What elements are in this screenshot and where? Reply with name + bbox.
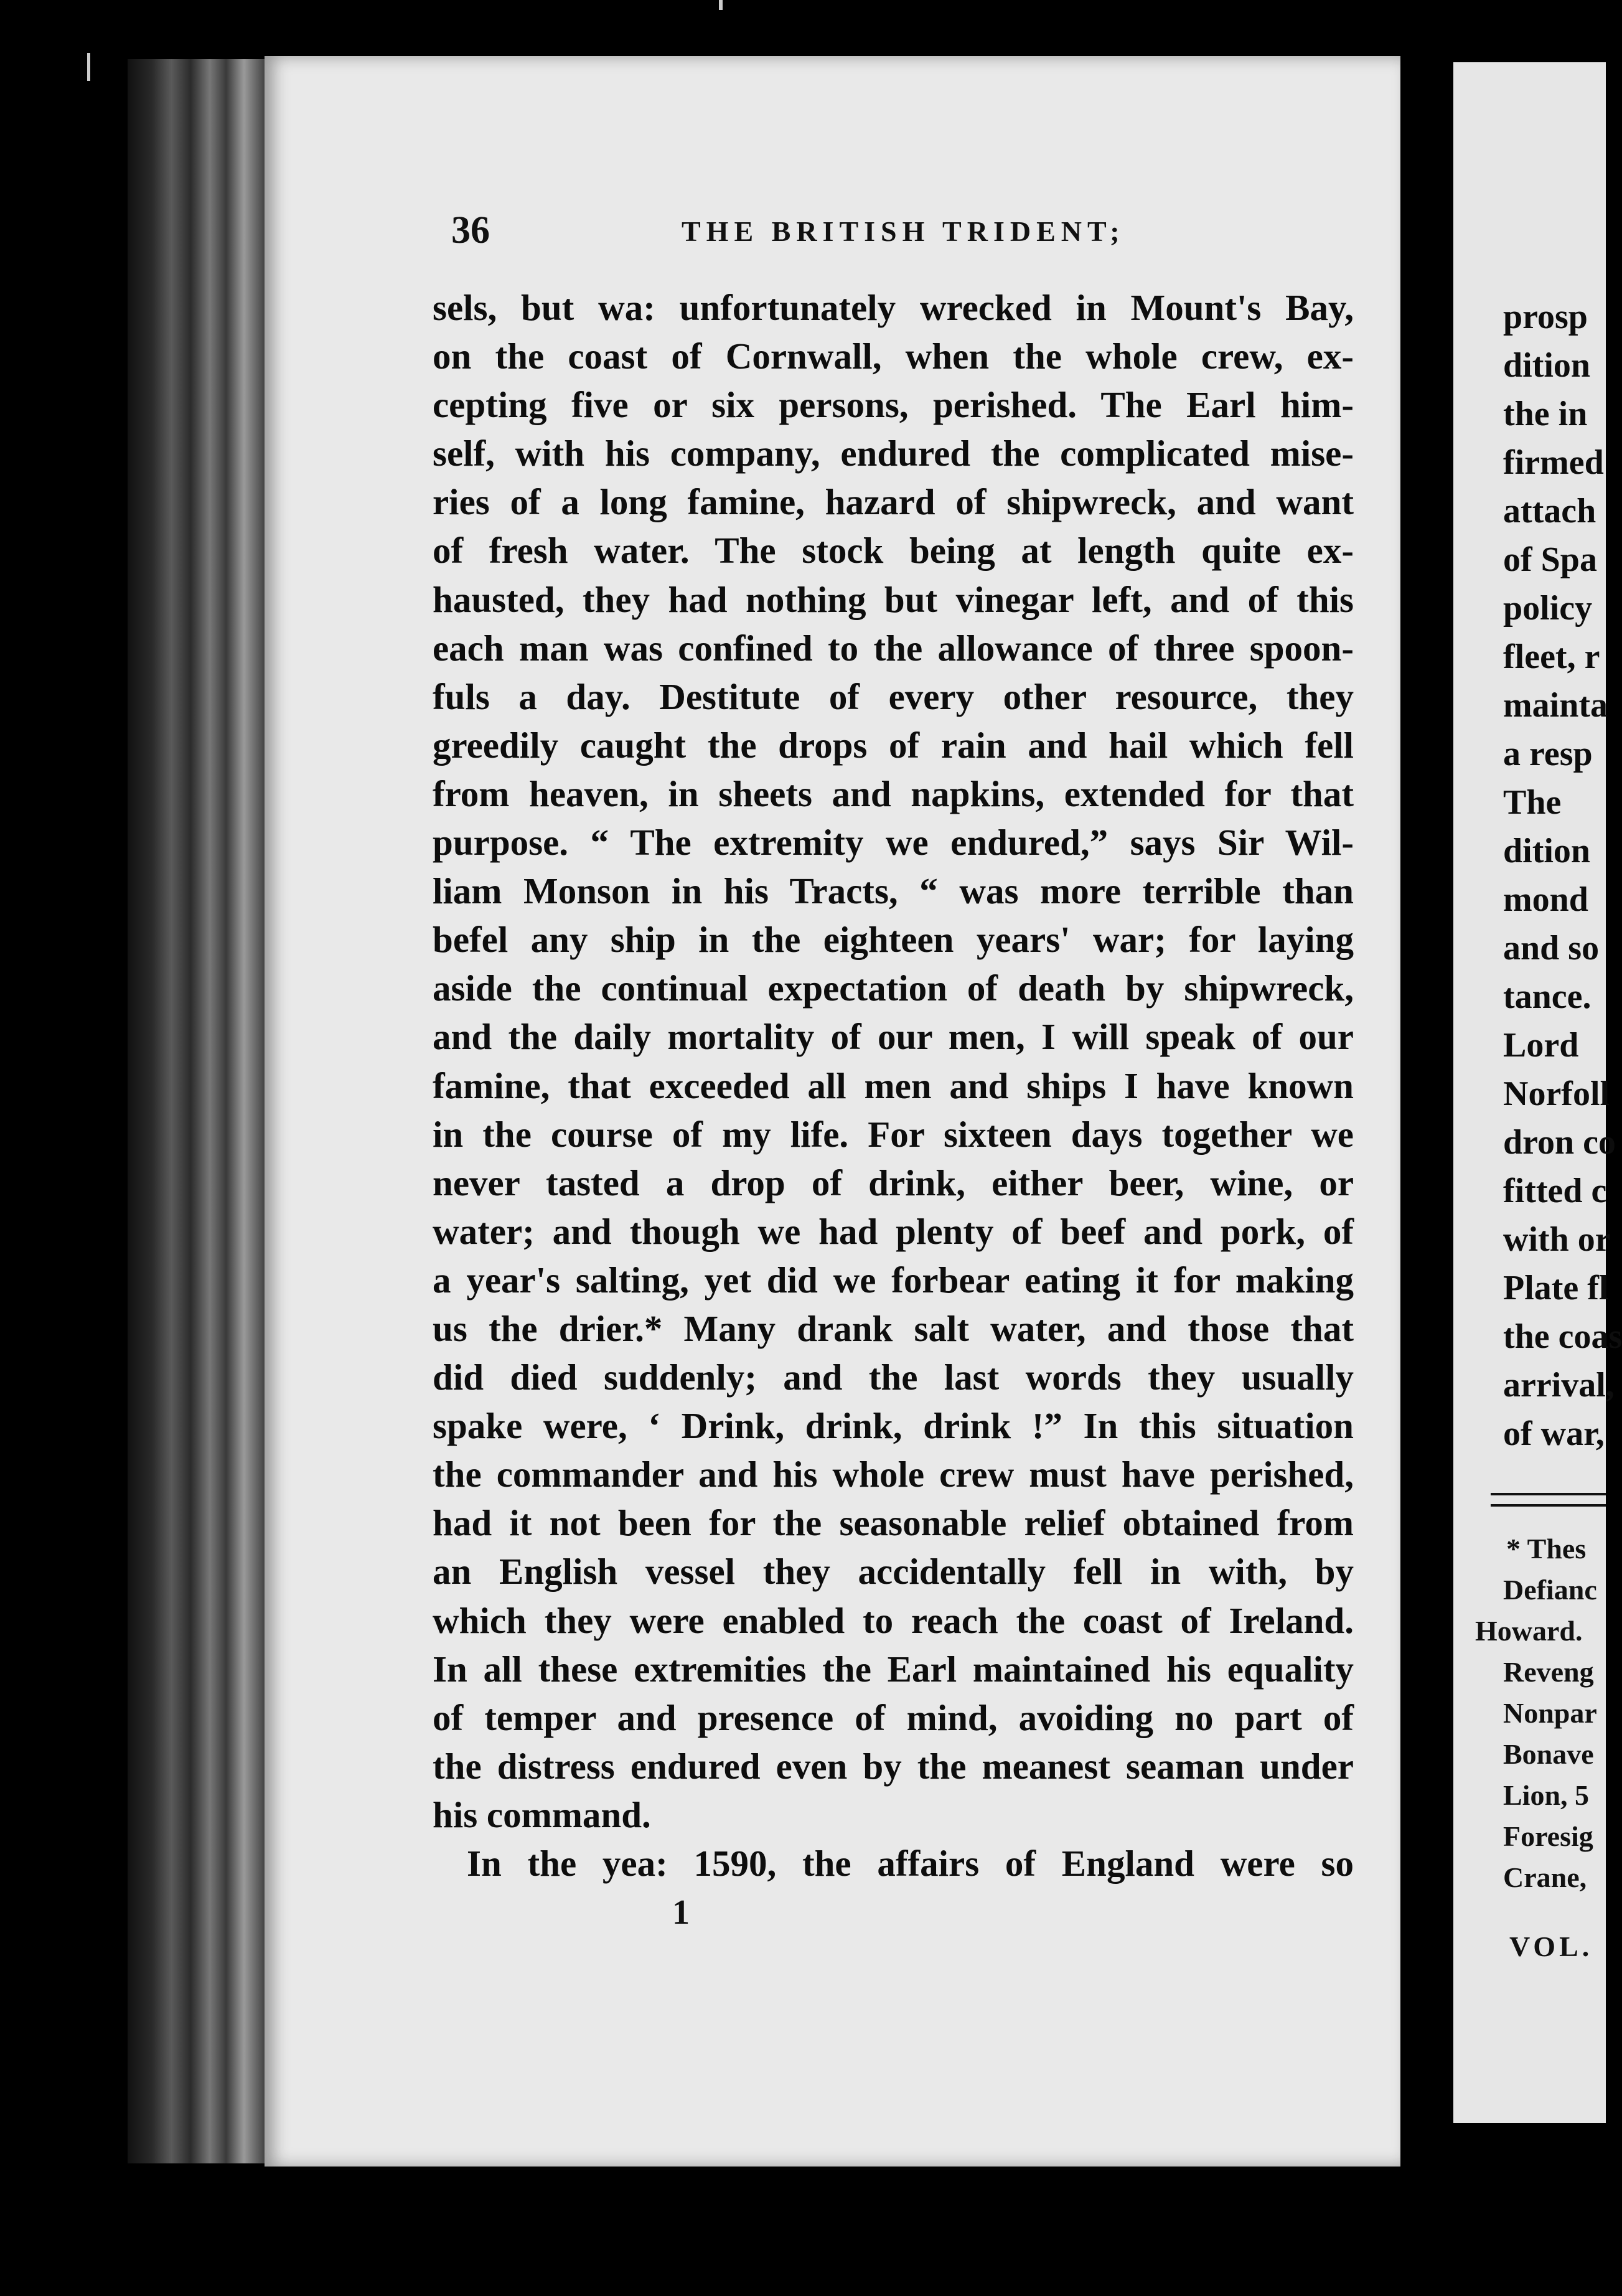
running-title: THE BRITISH TRIDENT; — [682, 215, 1125, 247]
text-line: Norfoll — [1503, 1075, 1610, 1113]
text-line: liam Monson in his Tracts, “ was more terrible than — [433, 870, 1354, 912]
text-line: spake were, ‘ Drink, drink, drink !” In this situation — [433, 1405, 1354, 1447]
text-line: with or — [1503, 1220, 1611, 1259]
text-line: self, with his company, endured the complicated mise- — [433, 433, 1354, 474]
page-gutter — [1400, 56, 1453, 2173]
text-line: prosp — [1503, 298, 1588, 336]
text-line: dition — [1503, 832, 1591, 870]
text-line: never tasted a drop of drink, either beer, wine, or — [433, 1162, 1354, 1203]
signature-mark: 1 — [672, 1893, 690, 1932]
text-line: of temper and presence of mind, avoiding no part of — [433, 1696, 1354, 1738]
footnote-line: * Thes — [1506, 1533, 1587, 1564]
text-line: had it not been for the seasonable relief obtained from — [433, 1502, 1354, 1544]
footnote-rule — [1491, 1493, 1606, 1507]
text-line: an English vessel they accidentally fell in with, by — [433, 1551, 1354, 1593]
text-line: arrival, — [1503, 1366, 1615, 1404]
text-line: fuls a day. Destitute of every other resource, they — [433, 675, 1354, 717]
text-line: ries of a long famine, hazard of shipwreck, and want — [433, 481, 1354, 523]
footnote-line: Howard. — [1475, 1615, 1583, 1647]
text-line: firmed — [1503, 443, 1604, 482]
footnote-line: Bonave — [1503, 1738, 1594, 1770]
text-line: water; and though we had plenty of beef and pork, of — [433, 1210, 1354, 1252]
footnote-line: Defianc — [1503, 1574, 1597, 1606]
text-line: a year's salting, yet did we forbear eating it for making — [433, 1259, 1354, 1301]
text-line: fleet, r — [1503, 638, 1600, 676]
text-line: Lord — [1503, 1026, 1579, 1065]
right-page-footnotes — [1475, 1528, 1597, 1898]
footnote-line: Crane, — [1503, 1861, 1587, 1893]
text-line: his command. — [433, 1794, 651, 1835]
scan-artifact — [719, 0, 723, 10]
body-text — [433, 283, 1354, 1888]
text-line: famine, that exceeded all men and ships I have known — [433, 1065, 1354, 1106]
text-line: and the daily mortality of our men, I will speak of our — [433, 1016, 1354, 1058]
text-line: of war, — [1503, 1414, 1605, 1453]
running-head — [451, 209, 1360, 265]
text-line: of fresh water. The stock being at length quite ex- — [433, 530, 1354, 572]
text-line: hausted, they had nothing but vinegar left, and of this — [433, 578, 1354, 620]
text-line: The — [1503, 783, 1562, 822]
catchword: VOL. — [1509, 1931, 1593, 1962]
text-line: which they were enabled to reach the coast of Ireland. — [433, 1599, 1354, 1641]
text-line: fitted c — [1503, 1172, 1607, 1210]
text-line: sels, but wa: unfortunately wrecked in Mount's Bay, — [433, 287, 1354, 328]
book-binding-edge — [128, 59, 265, 2163]
text-line: and so — [1503, 929, 1600, 967]
text-line: on the coast of Cornwall, when the whole crew, ex- — [433, 336, 1354, 377]
text-line: tance. — [1503, 977, 1592, 1016]
text-line: dron co — [1503, 1123, 1616, 1162]
footnote-line: Lion, 5 — [1503, 1779, 1590, 1811]
text-line: aside the continual expectation of death by shipwreck, — [433, 967, 1354, 1009]
text-line: mond — [1503, 880, 1588, 919]
text-line: in the course of my life. For sixteen days together we — [433, 1113, 1354, 1155]
text-line: from heaven, in sheets and napkins, extended for that — [433, 773, 1354, 814]
text-line: each man was confined to the allowance of three spoon- — [433, 627, 1354, 669]
text-line: In all these extremities the Earl maintained his equality — [433, 1648, 1354, 1690]
footnote-line: Reveng — [1503, 1656, 1594, 1688]
footnote-line: Foresig — [1503, 1820, 1593, 1852]
text-line: a resp — [1503, 735, 1593, 773]
text-line: us the drier.* Many drank salt water, and those that — [433, 1307, 1354, 1349]
footnote-line: Nonpar — [1503, 1697, 1597, 1729]
text-line: Plate fl — [1503, 1269, 1609, 1307]
text-line: cepting five or six persons, perished. The Earl him- — [433, 384, 1354, 426]
text-line: greedily caught the drops of rain and hail which fell — [433, 724, 1354, 766]
text-line: the in — [1503, 395, 1588, 433]
right-page-text — [1503, 293, 1622, 1458]
text-line: did died suddenly; and the last words they usually — [433, 1357, 1354, 1398]
text-line: attach — [1503, 492, 1596, 530]
text-line: befel any ship in the eighteen years' war; for laying — [433, 919, 1354, 961]
text-line: mainta — [1503, 686, 1608, 725]
text-line: policy — [1503, 589, 1593, 628]
text-line: of Spa — [1503, 540, 1597, 579]
text-line: the coas — [1503, 1317, 1622, 1356]
text-line: dition — [1503, 346, 1591, 385]
text-line: In the yea: 1590, the affairs of England were so — [467, 1843, 1354, 1884]
text-line: the distress endured even by the meanest seaman under — [433, 1745, 1354, 1787]
text-line: purpose. “ The extremity we endured,” says Sir Wil- — [433, 822, 1354, 863]
page-number: 36 — [451, 209, 490, 252]
text-line: the commander and his whole crew must have perished, — [433, 1454, 1354, 1495]
scan-artifact — [87, 53, 90, 81]
